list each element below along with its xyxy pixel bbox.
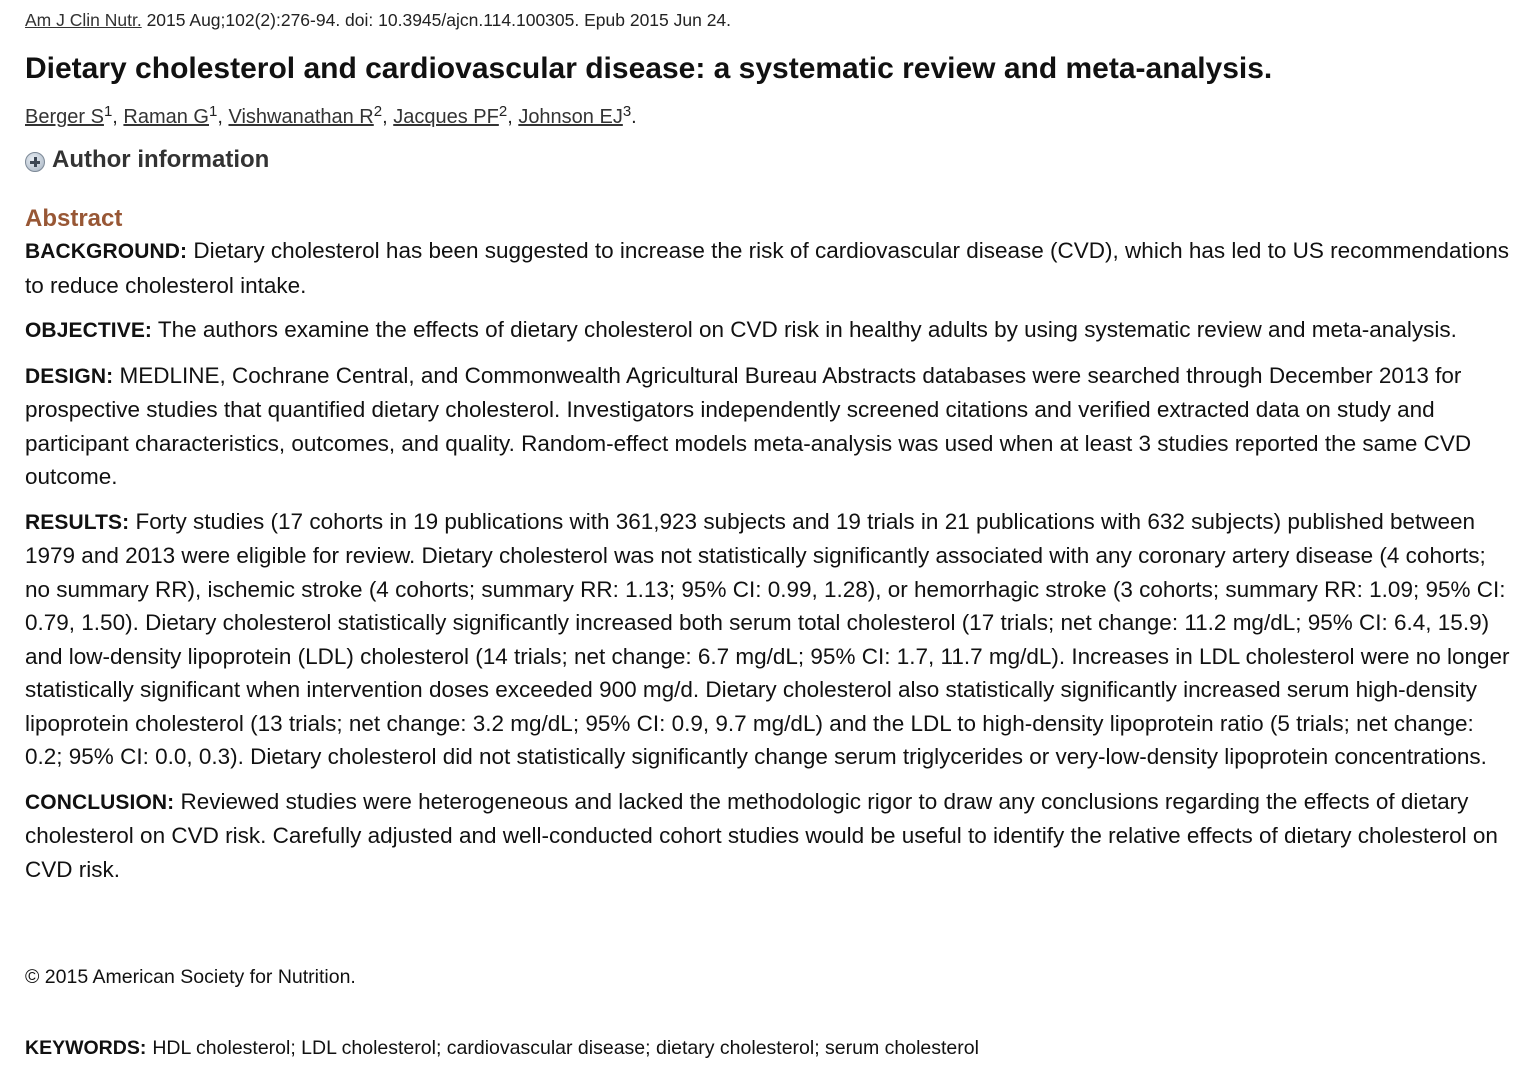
section-label: CONCLUSION:: [25, 790, 175, 814]
section-label: RESULTS:: [25, 510, 130, 534]
section-text: MEDLINE, Cochrane Central, and Commonwealth Agricultural Bureau Abstracts databases were searched through December 2013 for prospective studies that quantified dietary cholesterol. Investigators independently screened citations and verified extracted data on study and participant characteristics, outcomes, and quality. Random-effect models meta-analysis was used when at least 3 studies reported the same CVD outcome.: [25, 362, 1472, 489]
author-link[interactable]: Jacques PF: [393, 106, 499, 128]
section-label: OBJECTIVE:: [25, 319, 153, 342]
author-list: Berger $S^1$, Raman $G^1$, Vishwanathan $R^2$, Jacques $PF^2$, Johnson $EJ^3$.: [25, 103, 637, 128]
author-affiliation-number: 3: [622, 103, 632, 120]
author-affiliation-number: 1: [209, 103, 218, 120]
abstract-section-conclusion: [25, 785, 1515, 887]
abstract-section-objective: [25, 313, 1515, 348]
section-text: Dietary cholesterol has been suggested to increase the risk of cardiovascular disease (CVD), which has led to US recommendations to reduce cholesterol intake.: [25, 238, 1509, 298]
author-affiliation-number: 2: [373, 103, 383, 120]
section-text: Reviewed studies were heterogeneous and lacked the methodologic rigor to draw any conclusions regarding the effects of dietary cholesterol on CVD risk. Carefully adjusted and well-conducted cohort studies would be useful to identify the relative effects of dietary cholesterol on CVD risk.: [25, 788, 1498, 882]
keywords-label: KEYWORDS:: [25, 1037, 147, 1059]
citation-line: [25, 9, 731, 31]
section-text: The authors examine the effects of dietary cholesterol on CVD risk in healthy adults by using systematic review and meta-analysis.: [152, 317, 1457, 342]
journal-link[interactable]: Am J Clin Nutr.: [25, 10, 142, 30]
keywords-text: HDL cholesterol; LDL cholesterol; cardiovascular disease; dietary cholesterol; serum cholesterol: [152, 1037, 979, 1059]
section-label: BACKGROUND:: [25, 240, 188, 263]
section-label: DESIGN:: [25, 364, 114, 388]
abstract-section-design: [25, 359, 1515, 494]
author-link[interactable]: Raman G: [123, 106, 209, 128]
author-information-label: Author information: [52, 146, 270, 173]
abstract-body: [25, 234, 1515, 897]
copyright-notice: © 2015 American Society for Nutrition.: [25, 966, 356, 988]
abstract-section-background: [25, 234, 1515, 302]
citation-details: 2015 Aug;102(2):276-94. doi: 10.3945/ajcn.114.100305. Epub 2015 Jun 24.: [141, 10, 732, 30]
author-affiliation-number: 1: [103, 103, 113, 120]
author-information-toggle[interactable]: [25, 146, 269, 174]
abstract-section-results: [25, 505, 1515, 774]
abstract-heading: Abstract: [25, 205, 123, 232]
article-title: Dietary cholesterol and cardiovascular disease: a systematic review and meta-analysis.: [25, 52, 1273, 85]
author-affiliation-number: 2: [498, 103, 508, 120]
author-link[interactable]: Johnson EJ: [518, 106, 623, 128]
author-link[interactable]: Berger S: [25, 106, 104, 128]
section-text: Forty studies (17 cohorts in 19 publications with 361,923 subjects and 19 trials in 21 publications with 632 subjects) published between 1979 and 2013 were eligible for review. Dietary cholesterol was not statistically significantly associated with any coronary artery disease (4 cohorts; no summary RR), ischemic stroke (4 cohorts; summary RR: 1.13; 95% CI: 0.99, 1.28), or hemorrhagic stroke (3 cohorts; summary RR: 1.09; 95% CI: 0.79, 1.50). Dietary cholesterol statistically significantly increased both serum total cholesterol (17 trials; net change: 11.2 mg/dL; 95% CI: 6.4, 15.9) and low-density lipoprotein (LDL) cholesterol (14 trials; net change: 6.7 mg/dL; 95% CI: 1.7, 11.7 mg/dL). Increases in LDL cholesterol were no longer statistically significant when intervention doses exceeded 900 mg/d. Dietary cholesterol also statistically significantly increased serum high-density lipoprotein cholesterol (13 trials; net change: 3.2 mg/dL; 95% CI: 0.9, 9.7 mg/dL) and the LDL to high-density lipoprotein ratio (5 trials; net change: 0.2; 95% CI: 0.0, 0.3). Dietary cholesterol did not statistically significantly change serum triglycerides or very-low-density lipoprotein concentrations.: [25, 508, 1510, 769]
plus-circle-icon[interactable]: [25, 152, 45, 172]
author-link[interactable]: Vishwanathan R: [228, 106, 374, 128]
keywords-line: [25, 1035, 979, 1061]
